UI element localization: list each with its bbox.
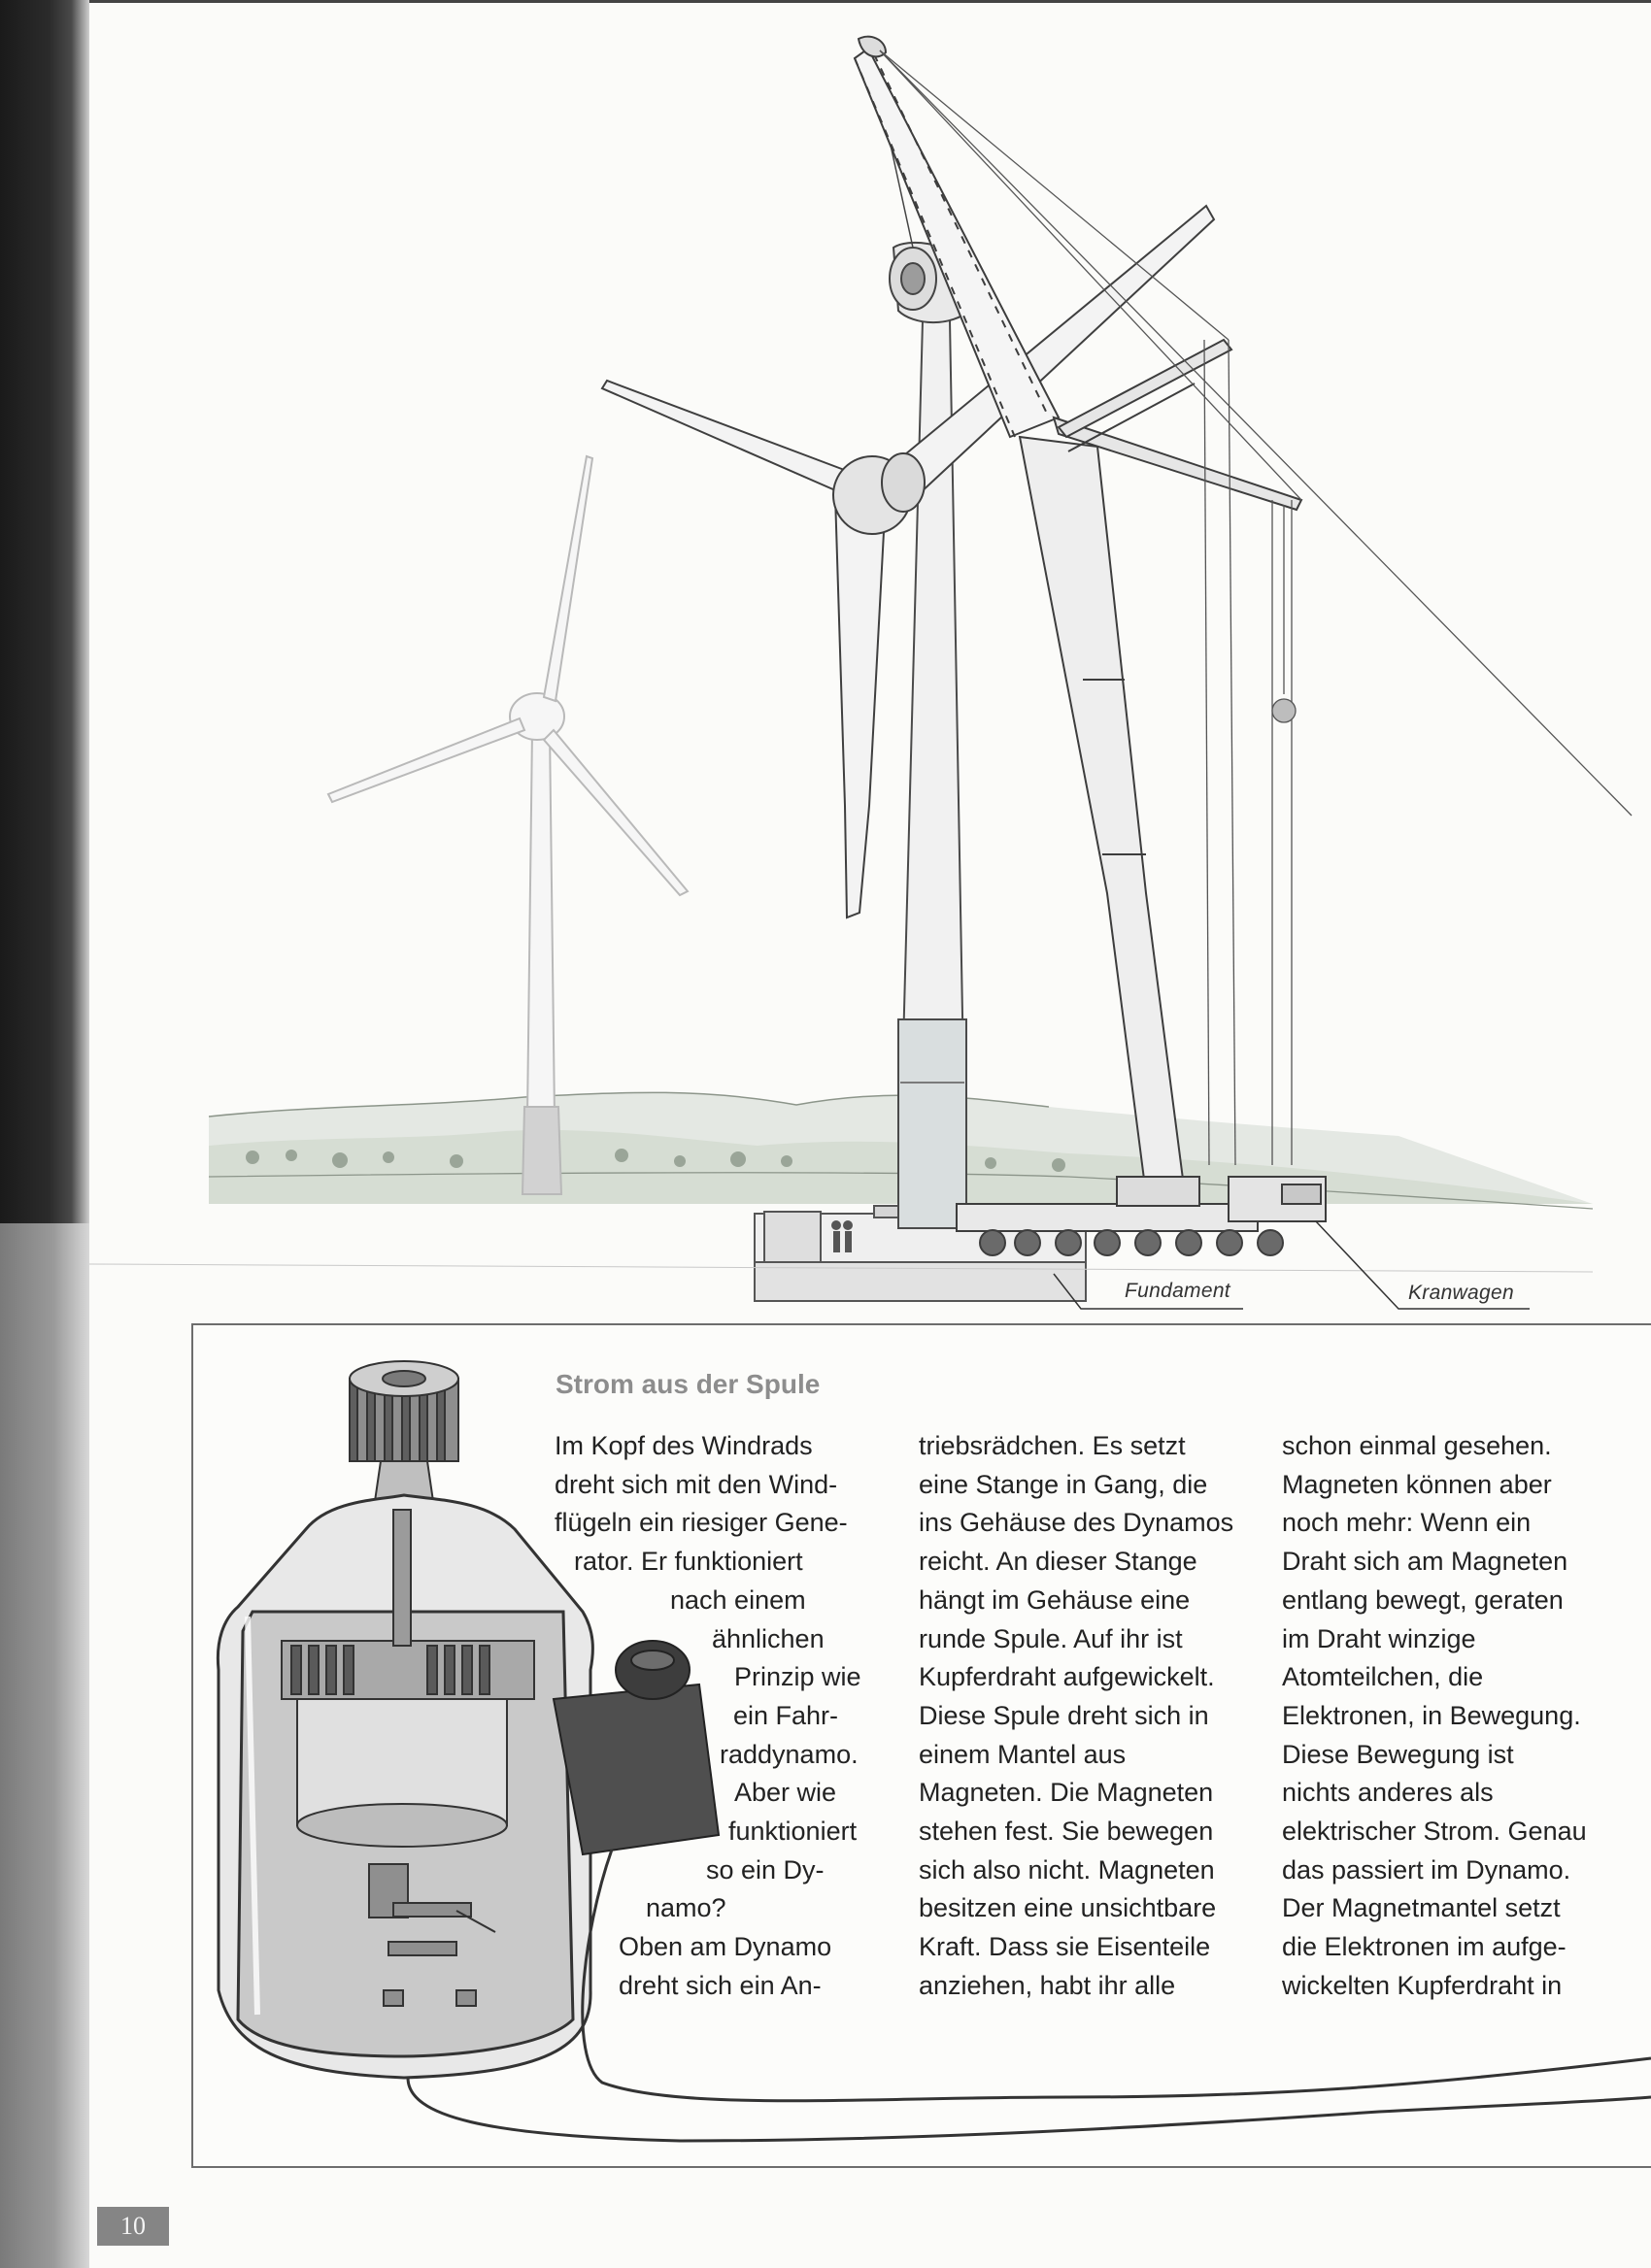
text-line: Kraft. Dass sie Eisenteile (919, 1932, 1211, 1962)
text-line: ähnlichen (712, 1623, 825, 1653)
text-line: funktioniert (728, 1817, 858, 1847)
text-line: einem Mantel aus (919, 1739, 1127, 1769)
text-line: sich also nicht. Magneten (919, 1854, 1215, 1884)
text-line: runde Spule. Auf ihr ist (919, 1623, 1183, 1653)
text-line: schon einmal gesehen. (1282, 1431, 1552, 1460)
text-line: nichts anderes als (1282, 1778, 1494, 1808)
page-number: 10 (97, 2207, 169, 2246)
text-line: reicht. An dieser Stange (919, 1547, 1197, 1577)
text-line: noch mehr: Wenn ein (1282, 1508, 1532, 1538)
text-line: hängt im Gehäuse eine (919, 1584, 1191, 1615)
text-line: das passiert im Dynamo. (1282, 1854, 1571, 1884)
text-line: raddynamo. (720, 1739, 859, 1769)
text-column-2 (919, 1427, 1233, 2006)
wind-turbine-crane-illustration (89, 0, 1651, 1311)
label-crane-truck: Kranwagen (1408, 1282, 1514, 1304)
text-line: Der Magnetmantel setzt (1282, 1893, 1561, 1923)
text-line: Diese Bewegung ist (1282, 1739, 1514, 1769)
text-line: Oben am Dynamo (619, 1932, 832, 1962)
text-line: eine Stange in Gang, die (919, 1469, 1208, 1499)
text-line: elektrischer Strom. Genau (1282, 1817, 1587, 1847)
background-wind-turbine (328, 456, 688, 1194)
text-line: Draht sich am Magneten (1282, 1547, 1568, 1577)
text-line: dreht sich mit den Wind- (555, 1469, 838, 1499)
text-line: Im Kopf des Windrads (555, 1431, 813, 1460)
text-line: wickelten Kupferdraht in (1282, 1970, 1563, 2000)
text-line: Prinzip wie (734, 1662, 861, 1692)
text-line: so ein Dy- (706, 1854, 825, 1884)
text-line: flügeln ein riesiger Gene- (555, 1508, 848, 1538)
text-line: besitzen eine unsichtbare (919, 1893, 1217, 1923)
text-line: entlang bewegt, geraten (1282, 1584, 1564, 1615)
text-line: Magneten können aber (1282, 1469, 1552, 1499)
text-line: ins Gehäuse des Dynamos (919, 1508, 1234, 1538)
text-line: dreht sich ein An- (619, 1970, 822, 2000)
text-line: Diese Spule dreht sich in (919, 1700, 1209, 1730)
text-line: im Draht winzige (1282, 1623, 1476, 1653)
text-line: die Elektronen im aufge- (1282, 1932, 1567, 1962)
text-line: rator. Er funktioniert (574, 1547, 803, 1577)
text-line: triebsrädchen. Es setzt (919, 1431, 1186, 1460)
text-line: Kupferdraht aufgewickelt. (919, 1662, 1215, 1692)
text-line: Elektronen, in Bewegung. (1282, 1700, 1581, 1730)
text-line: ein Fahr- (733, 1700, 839, 1730)
text-line: anziehen, habt ihr alle (919, 1970, 1176, 2000)
text-column-1 (0, 1427, 861, 2006)
crane-cables (880, 50, 1632, 1165)
label-foundation: Fundament (1125, 1280, 1230, 1302)
text-line: namo? (646, 1893, 726, 1923)
text-column-3 (1282, 1427, 1587, 2006)
text-line: stehen fest. Sie bewegen (919, 1817, 1214, 1847)
section-title: Strom aus der Spule (556, 1369, 821, 1399)
text-line: Atomteilchen, die (1282, 1662, 1484, 1692)
text-line: Magneten. Die Magneten (919, 1778, 1214, 1808)
text-line: nach einem (670, 1584, 806, 1615)
text-line: Aber wie (734, 1778, 837, 1808)
